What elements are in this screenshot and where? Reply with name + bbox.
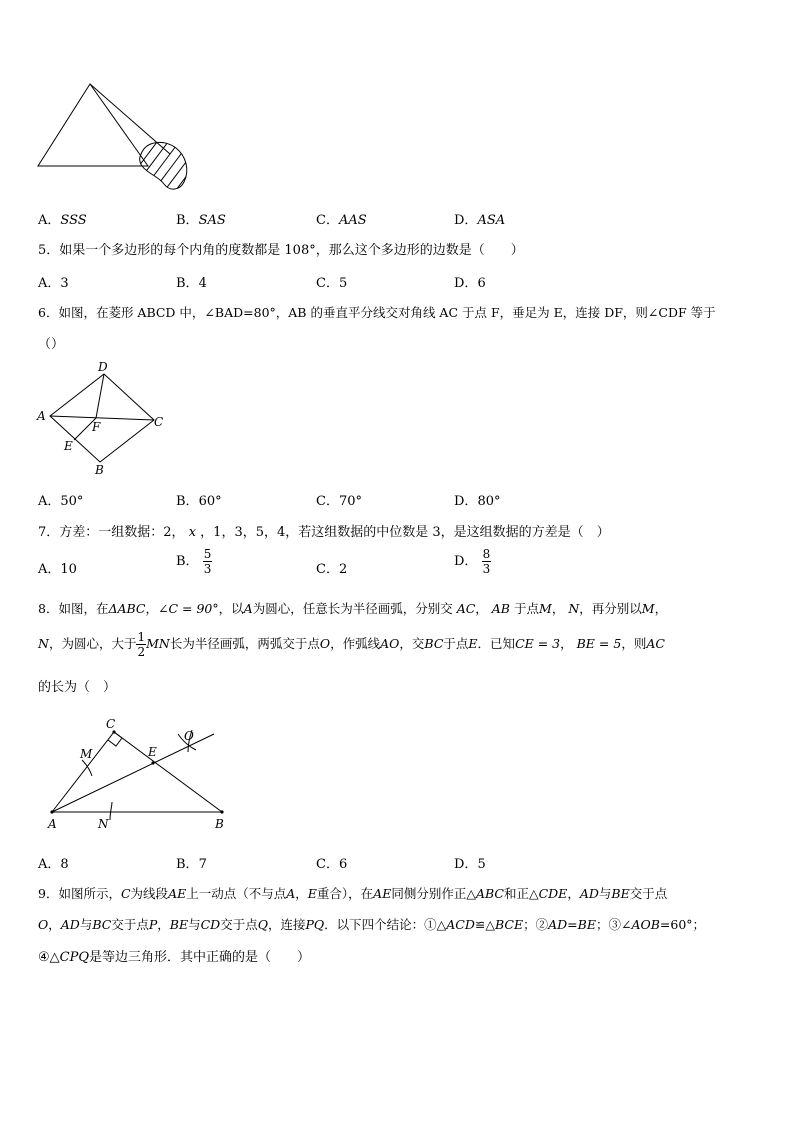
q6-stem-line2: （） (38, 337, 65, 352)
q4-triangle-figure (30, 78, 200, 198)
q5-option-d: D．6 (454, 276, 486, 291)
q6-label-a: A (37, 409, 46, 423)
q8-right-angle-mark (108, 732, 122, 746)
q5-option-c: C．5 (316, 276, 348, 291)
q6-option-d: D．80° (454, 494, 501, 509)
q8-stem-line1: 8．如图，在ΔABC，∠C = 90°，以A为圆心，任意长为半径画弧，分别交 AC， AB 于点M， N，再分别以M， (38, 601, 668, 616)
q7-option-b: B． $\frac{5}{3}$ (176, 547, 212, 576)
q4-triangle-outline (38, 84, 148, 166)
q6-stem-line1: 6．如图，在菱形 ABCD 中，∠BAD=80°，AB 的垂直平分线交对角线 AC 于点 F，垂足为 E，连接 DF，则∠CDF 等于 (38, 305, 716, 320)
q7-option-c: C．2 (316, 562, 348, 577)
q7-stem: 7．方差：一组数据：2， x ，1，3，5，4，若这组数据的中位数是 3，是这组数据的方差是（ ） (38, 525, 610, 540)
q6-segment-df (96, 374, 104, 418)
q5-stem: 5．如果一个多边形的每个内角的度数都是 108°，那么这个多边形的边数是（ ） (38, 243, 524, 258)
q8-option-a: A．8 (38, 857, 69, 872)
q4-option-b: B．SAS (176, 213, 226, 228)
q7-option-a: A．10 (38, 562, 77, 577)
q8-label-e: E (148, 745, 157, 759)
q6-option-b: B．60° (176, 494, 222, 509)
q5-option-a: A．3 (38, 276, 69, 291)
q6-label-d: D (98, 360, 108, 374)
q7-option-d-fraction: $\frac{8}{3}$ (482, 547, 491, 576)
q7-option-d: D． $\frac{8}{3}$ (454, 547, 491, 576)
q8-label-n: N (98, 817, 109, 831)
q8-label-c: C (106, 717, 116, 731)
q6-rhombus-figure (30, 358, 180, 480)
q9-stem-line3: ④△CPQ是等边三角形．其中正确的是（ ） (38, 950, 311, 965)
q8-label-o: O (184, 729, 194, 743)
q7-option-b-fraction: $\frac{5}{3}$ (203, 547, 212, 576)
q5-option-b: B．4 (176, 276, 207, 291)
q8-label-b: B (215, 817, 224, 831)
q4-option-c: C．AAS (316, 213, 367, 228)
q8-arc-n (110, 802, 112, 820)
q4-option-d: D．ASA (454, 213, 506, 228)
q8-label-m: M (80, 747, 93, 761)
q6-label-f: F (92, 420, 101, 434)
q4-option-a: A．SSS (38, 213, 87, 228)
q8-option-b: B．7 (176, 857, 207, 872)
q8-half-fraction: $\frac{1}{2}$ (137, 630, 146, 659)
q8-label-a: A (48, 817, 57, 831)
q6-diagonal-ac (50, 416, 154, 420)
q6-label-c: C (154, 415, 164, 429)
q6-label-b: B (95, 463, 104, 477)
q8-option-c: C．6 (316, 857, 348, 872)
q9-stem-line2: O，AD与BC交于点P，BE与CD交于点Q，连接PQ．以下四个结论：①△ACD≌△BCE；②AD=BE；③∠AOB=60°； (38, 917, 706, 932)
q6-option-a: A．50° (38, 494, 84, 509)
q6-option-c: C．70° (316, 494, 362, 509)
q8-option-d: D．5 (454, 857, 486, 872)
q9-stem-line1: 9．如图所示，C为线段AE上一动点（不与点A，E重合），在AE同侧分别作正△ABC和正△CDE，AD与BE交于点 (38, 886, 668, 901)
q8-stem-line2: N，为圆心，大于 $\frac{1}{2}$ MN长为半径画弧，两弧交于点O，作弧线AO，交BC于点E．已知CE = 3， BE = 5，则AC (38, 630, 665, 659)
q8-stem-line3: 的长为（ ） (38, 680, 117, 695)
q6-label-e: E (64, 439, 73, 453)
q8-triangle-figure (40, 714, 230, 836)
